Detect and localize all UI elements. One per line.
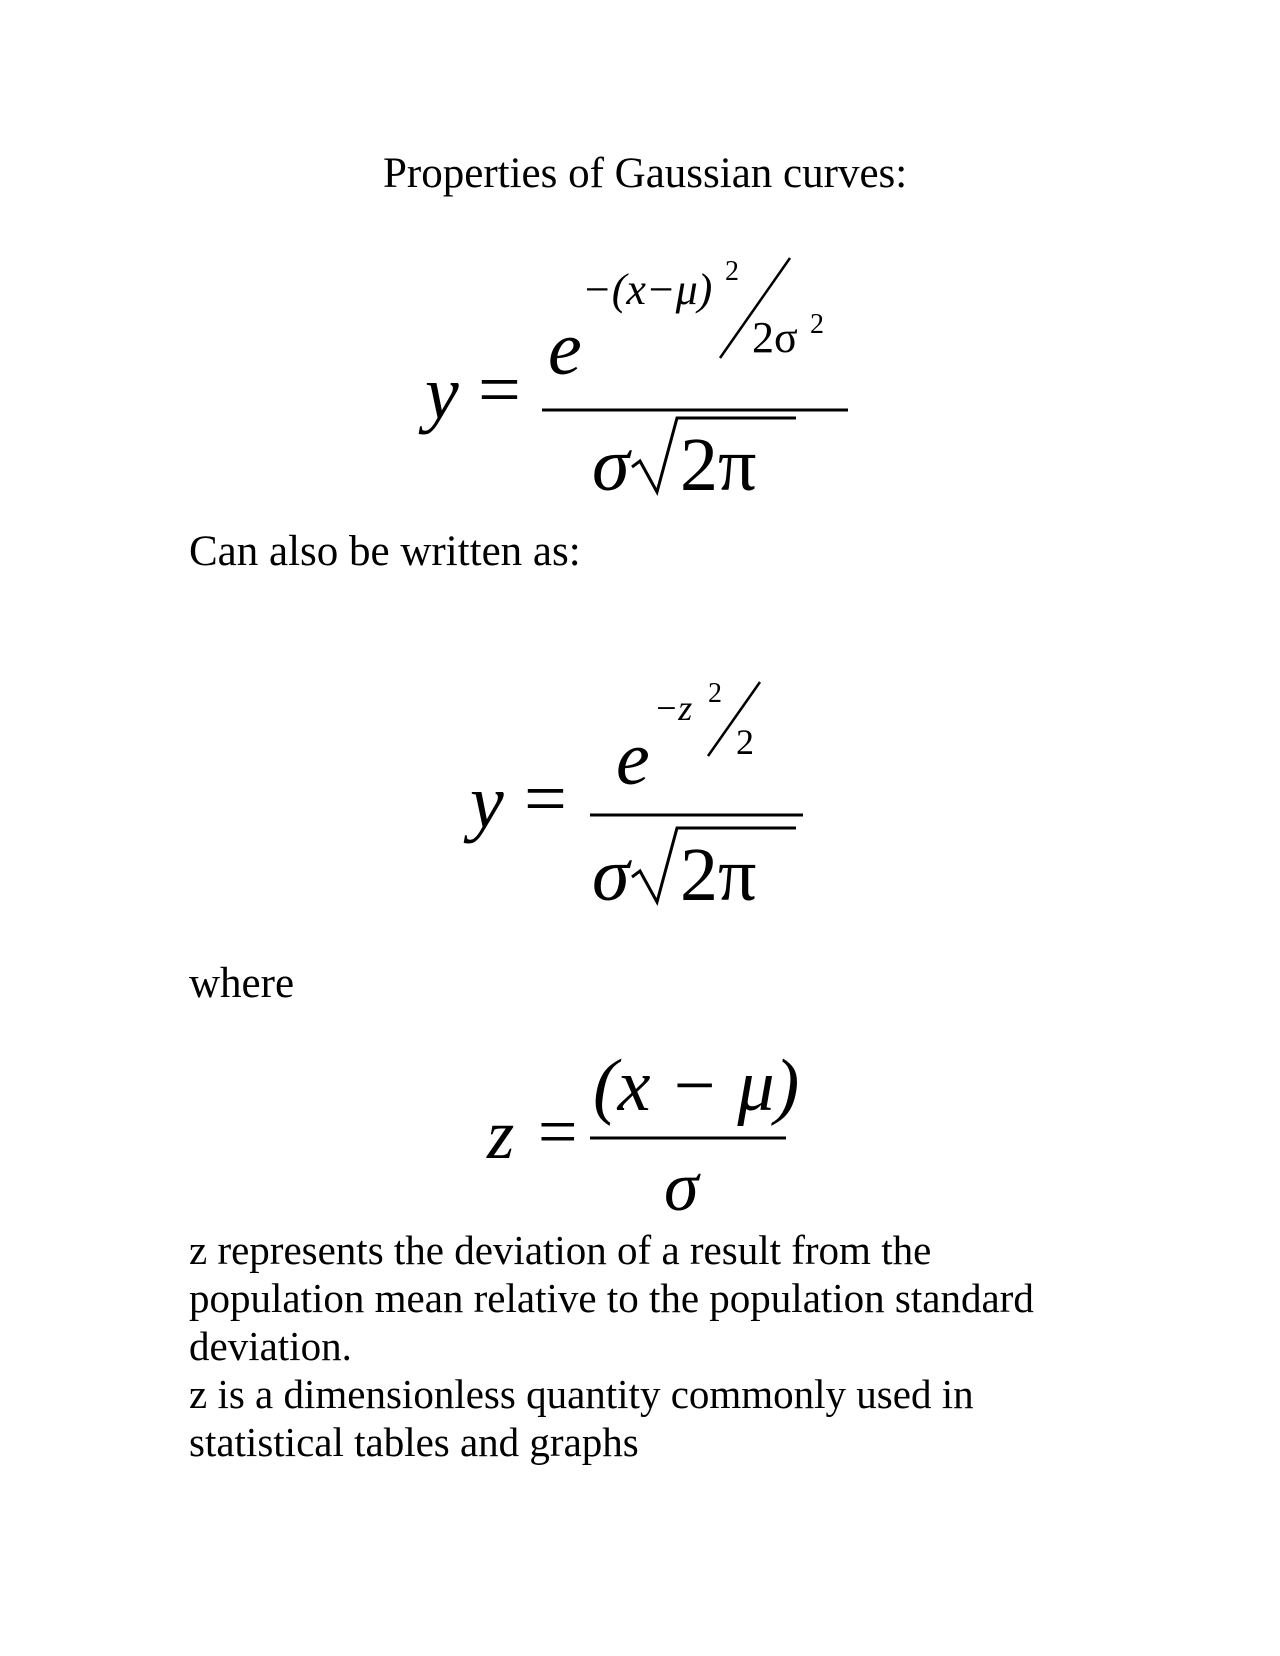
z-description-line: population mean relative to the population standard	[189, 1275, 1034, 1321]
z-usage-line: z is a dimensionless quantity commonly used in	[189, 1371, 974, 1417]
z-description-line: z represents the deviation of a result from the	[189, 1227, 932, 1273]
eq1-base: e	[548, 307, 582, 391]
eq1-lhs: y	[425, 351, 459, 435]
eq2-radicand: 2π	[680, 833, 757, 917]
z-usage-line: statistical tables and graphs	[189, 1419, 639, 1465]
eq1-radicand: 2π	[680, 423, 757, 507]
z-usage-paragraph	[189, 1370, 974, 1466]
z-description-paragraph	[189, 1226, 1034, 1370]
eq1-exp-denominator: 2σ	[752, 313, 798, 362]
eq2-lhs: y	[470, 760, 504, 844]
z-description-line: deviation.	[189, 1323, 352, 1369]
eq1-exp-denominator-power: 2	[810, 309, 824, 340]
gaussian-equation-full	[0, 240, 1280, 510]
eq2-equals: =	[524, 757, 567, 841]
eq2-base: e	[616, 717, 650, 801]
eq3-lhs: z	[487, 1097, 515, 1174]
eq3-numerator: (x − μ)	[593, 1045, 800, 1127]
eq3-denominator: σ	[664, 1149, 699, 1226]
eq2-exp-numerator-power: 2	[708, 678, 722, 709]
eq2-exp-numerator: −z	[654, 688, 693, 728]
page-title: Properties of Gaussian curves:	[383, 150, 908, 197]
eq1-denominator-sigma: σ	[592, 423, 630, 507]
z-score-equation	[0, 1040, 1280, 1230]
eq1-exp-numerator-power: 2	[725, 256, 739, 287]
eq1-exp-numerator: −(x−μ)	[582, 265, 713, 314]
where-text: where	[189, 960, 295, 1007]
gaussian-equation-z	[0, 670, 1280, 920]
eq3-equals: =	[538, 1094, 578, 1171]
eq2-exp-denominator: 2	[736, 722, 754, 762]
eq1-equals: =	[478, 348, 521, 432]
intro-text: Can also be written as:	[189, 528, 581, 575]
eq2-denominator-sigma: σ	[592, 833, 630, 917]
